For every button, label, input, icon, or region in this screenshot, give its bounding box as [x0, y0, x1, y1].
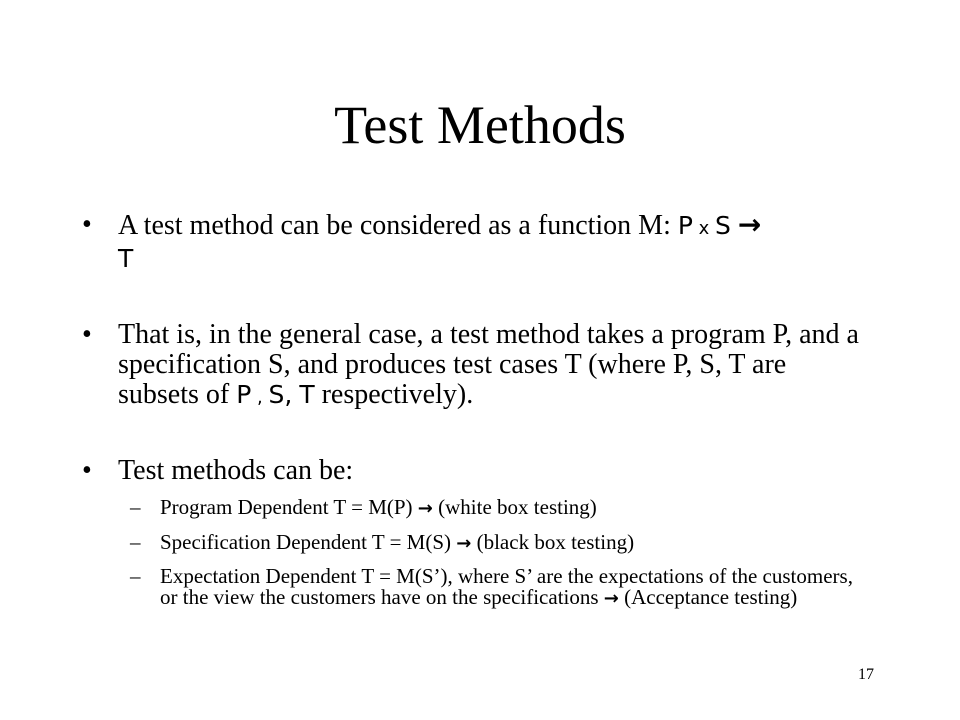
sub-item-text-part: (white box testing): [432, 495, 597, 519]
sub-item-text: [160, 532, 870, 554]
slide-title: Test Methods: [334, 95, 626, 155]
sub-item-text-part: Expectation Dependent T = M(S’), where S’ are the expectations of the customers, or the view the customers have on the specifications: [160, 564, 853, 609]
page-number: 17: [858, 666, 874, 683]
set-s-symbol: S,: [268, 380, 293, 409]
bullet-text-part: respectively).: [314, 379, 474, 410]
bullet-marker: •: [82, 319, 92, 350]
bullet-item-general-case: [82, 320, 872, 413]
sub-item-specification-dependent: [130, 532, 870, 554]
bullet-marker: •: [82, 455, 92, 486]
bullet-item-function: [82, 210, 872, 274]
set-t-symbol: T: [299, 380, 315, 409]
sub-item-text-part: (Acceptance testing): [618, 585, 798, 609]
sub-item-text-part: (black box testing): [471, 530, 635, 554]
sub-marker: –: [130, 564, 141, 588]
set-t-symbol: T: [118, 244, 134, 273]
separator: ,: [251, 387, 269, 408]
sub-marker: –: [130, 495, 141, 519]
cross-product-symbol: x: [692, 218, 716, 239]
bullet-text-part: That is, in the general case, a test method takes a program P, and a specification S, and produces test cases T (where P, S, T are subsets of: [118, 319, 859, 410]
sub-item-text-part: Specification Dependent T = M(S): [160, 530, 457, 554]
set-p-symbol: P: [236, 380, 252, 409]
bullet-text: Test methods can be:: [118, 455, 354, 486]
sub-item-expectation-dependent: [130, 566, 870, 609]
bullet-text-part: A test method can be considered as a function M:: [118, 210, 678, 241]
bullet-text: [118, 210, 872, 274]
set-s-symbol: S: [715, 211, 731, 240]
bullet-marker: •: [82, 209, 92, 240]
sub-item-text: [160, 566, 870, 609]
bullet-item-test-methods: [82, 456, 872, 486]
arrow-icon: →: [456, 533, 472, 554]
sub-marker: –: [130, 530, 141, 554]
bullet-text: [118, 320, 872, 413]
set-p-symbol: P: [677, 211, 693, 240]
sub-item-text: [160, 497, 870, 519]
arrow-icon: →: [603, 588, 619, 609]
sub-item-text-part: Program Dependent T = M(P): [160, 495, 418, 519]
arrow-icon: →: [737, 208, 762, 241]
arrow-icon: →: [417, 498, 433, 519]
sub-item-program-dependent: [130, 497, 870, 519]
